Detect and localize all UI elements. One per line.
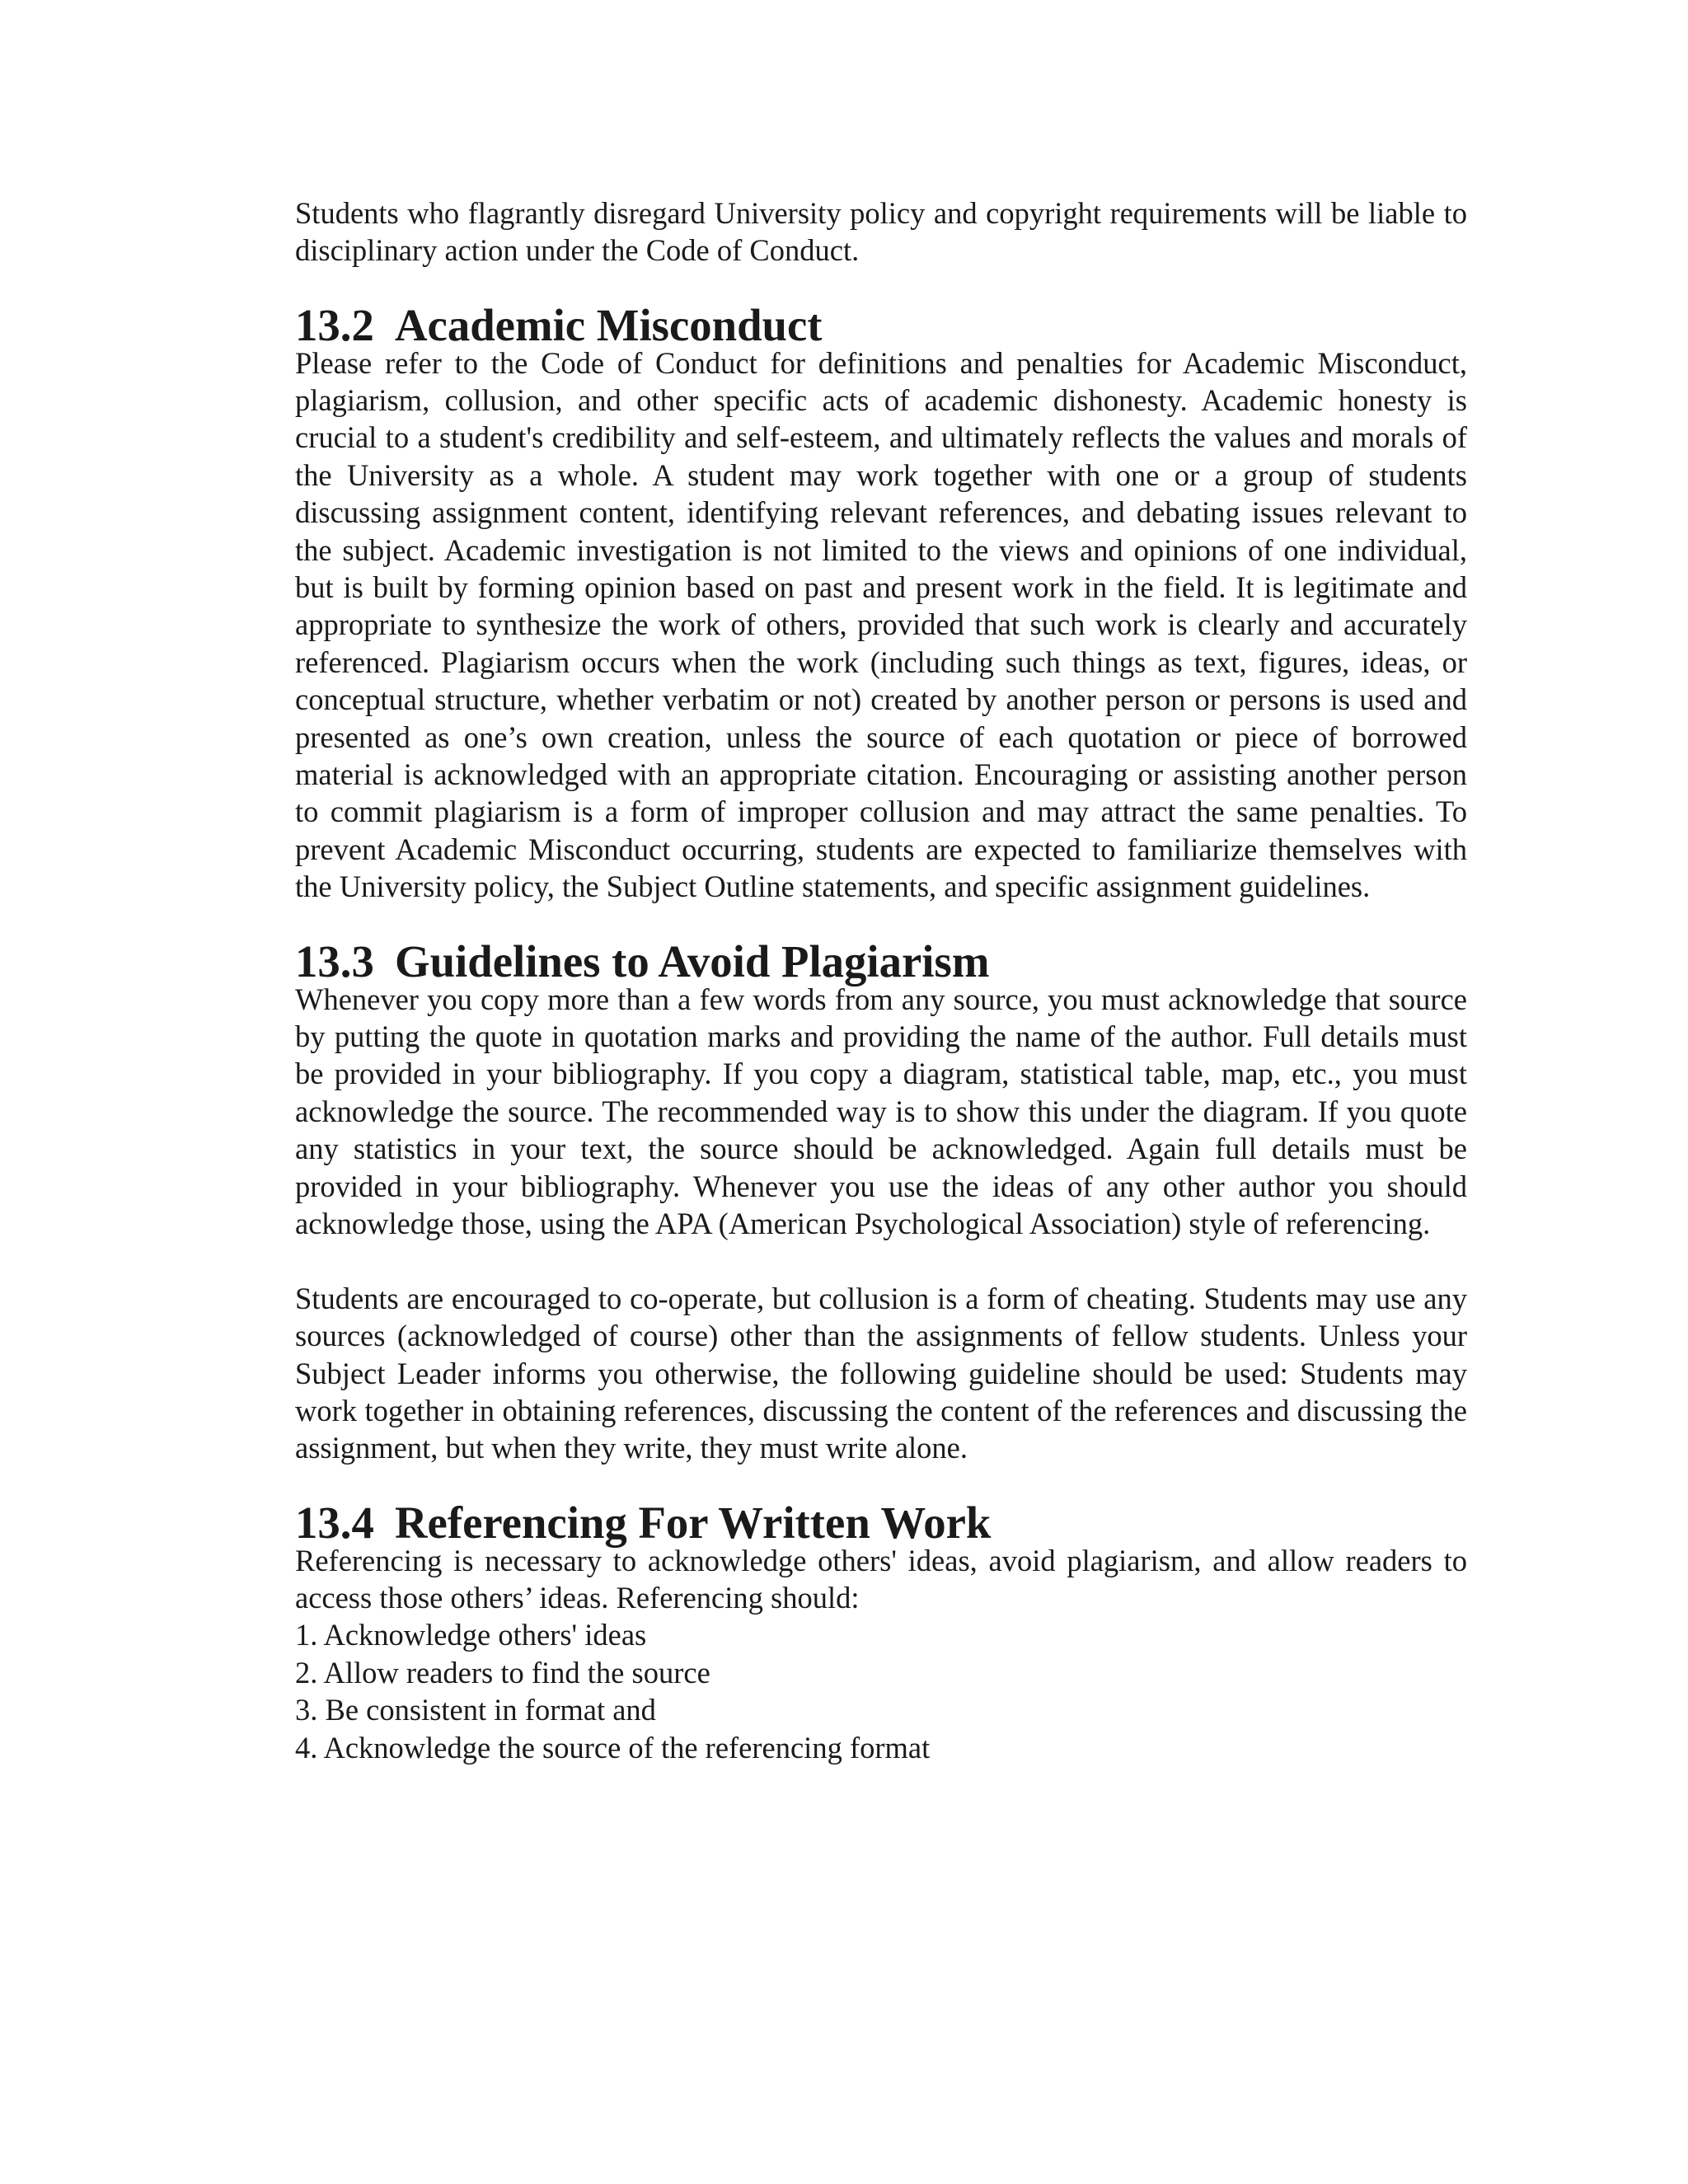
section-number: 13.4 [295, 1497, 374, 1549]
section-title: Referencing For Written Work [395, 1497, 992, 1549]
section-13-2-paragraph: Please refer to the Code of Conduct for definitions and penalties for Academic Misconduct, plagiarism, collusion, and other specific acts of academic dishonesty. Academic honesty is crucial to a student's credibility and self-esteem, and ultimately reflects the values and morals of the University as a whole. A student may work together with one or a group of students discussing assignment content, identifying relevant references, and debating issues relevant to the subject. Academic investigation is not limited to the views and opinions of one individual, but is built by forming opinion based on past and present work in the field. It is legitimate and appropriate to synthesize the work of others, provided that such work is clearly and accurately referenced. Plagiarism occurs when the work (including such things as text, figures, ideas, or conceptual structure, whether verbatim or not) created by another person or persons is used and presented as one’s own creation, unless the source of each quotation or piece of borrowed material is acknowledged with an appropriate citation. Encouraging or assisting another person to commit plagiarism is a form of improper collusion and may attract the same penalties. To prevent Academic Misconduct occurring, students are expected to familiarize themselves with the University policy, the Subject Outline statements, and specific assignment guidelines. [295, 345, 1467, 904]
section-heading-13-4 [295, 1497, 1467, 1549]
section-13-4-paragraph: Referencing is necessary to acknowledge others' ideas, avoid plagiarism, and allow readers to access those others’ ideas. Referencing should: [295, 1543, 1467, 1615]
list-item: 1. Acknowledge others' ideas [295, 1618, 647, 1652]
section-title: Guidelines to Avoid Plagiarism [395, 936, 990, 987]
intro-paragraph: Students who flagrantly disregard University policy and copyright requirements will be liable to disciplinary action under the Code of Conduct. [295, 196, 1467, 268]
document-page [295, 194, 1467, 1766]
section-number: 13.3 [295, 936, 374, 987]
section-number: 13.2 [295, 300, 374, 351]
referencing-list [295, 1616, 1467, 1766]
list-item: 3. Be consistent in format and [295, 1693, 656, 1727]
paragraph-gap [295, 1242, 1467, 1279]
section-13-3-paragraph-1: Whenever you copy more than a few words from any source, you must acknowledge that source by putting the quote in quotation marks and providing the name of the author. Full details must be provided in your bibliography. If you copy a diagram, statistical table, map, etc., you must acknowledge the source. The recommended way is to show this under the diagram. If you quote any statistics in your text, the source should be acknowledged. Again full details must be provided in your bibliography. Whenever you use the ideas of any other author you should acknowledge those, using the APA (American Psychological Association) style of referencing. [295, 982, 1467, 1240]
list-item: 2. Allow readers to find the source [295, 1655, 710, 1690]
section-heading-13-2 [295, 300, 1467, 351]
list-item: 4. Acknowledge the source of the referencing format [295, 1730, 931, 1765]
section-title: Academic Misconduct [395, 300, 823, 351]
section-heading-13-3 [295, 936, 1467, 987]
section-13-3-paragraph-2: Students are encouraged to co-operate, but collusion is a form of cheating. Students may use any sources (acknowledged of course) other than the assignments of fellow students. Unless your Subject Leader informs you otherwise, the following guideline should be used: Students may work together in obtaining references, discussing the content of the references and discussing the assignment, but when they write, they must write alone. [295, 1281, 1467, 1465]
